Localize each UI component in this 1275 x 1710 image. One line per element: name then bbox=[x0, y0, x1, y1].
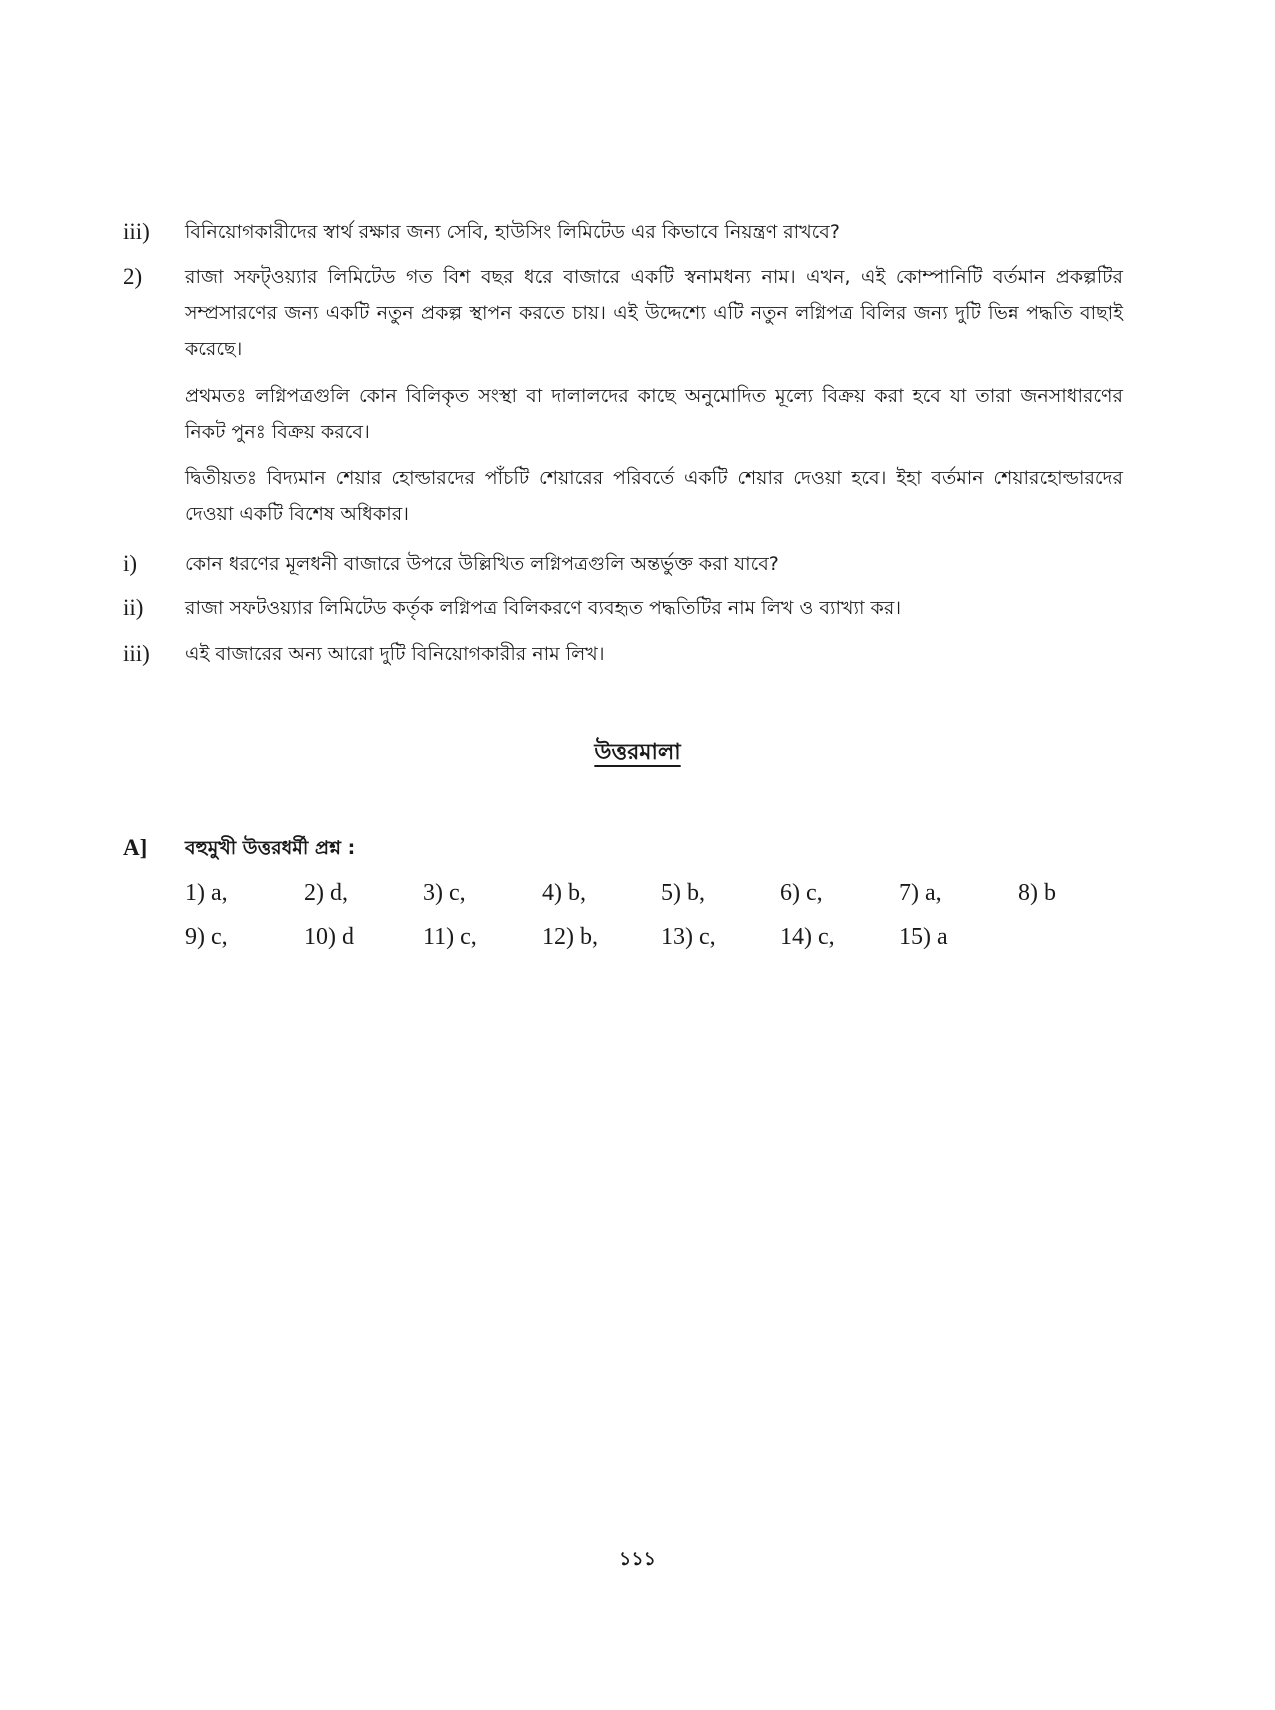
answer-item: 3) c, bbox=[423, 880, 466, 906]
section-label: A] bbox=[123, 835, 148, 860]
answer-item: 4) b, bbox=[542, 880, 586, 906]
answer-item: 11) c, bbox=[423, 924, 477, 950]
answer-grid bbox=[185, 875, 1137, 955]
question-text: এই বাজারের অন্য আরো দুটি বিনিয়োগকারীর নাম লিখ। bbox=[185, 643, 605, 665]
answer-heading-text: উত্তরমালা bbox=[594, 740, 681, 765]
question-number: i) bbox=[123, 551, 138, 576]
question-text: বিনিয়োগকারীদের স্বার্থ রক্ষার জন্য সেবি, হাউসিং লিমিটেড এর কিভাবে নিয়ন্ত্রণ রাখবে? bbox=[185, 221, 840, 243]
paragraph: দ্বিতীয়তঃ বিদ্যমান শেয়ার হোল্ডারদের পাঁচটি শেয়ারের পরিবর্তে একটি শেয়ার দেওয়া হবে। ইহা বর্তমান শেয়ারহোল্ডারদের দেওয়া একটি বিশেষ অধিকার। bbox=[185, 467, 1123, 525]
answer-item: 2) d, bbox=[304, 880, 348, 906]
answer-item: 12) b, bbox=[542, 924, 598, 950]
question-item bbox=[123, 590, 1123, 626]
question-item bbox=[123, 214, 1123, 250]
answer-item: 1) a, bbox=[185, 880, 228, 906]
answer-item: 7) a, bbox=[899, 880, 942, 906]
section-a-header bbox=[123, 830, 1123, 866]
question-number: 2) bbox=[123, 264, 143, 289]
page-number: ১১১ bbox=[619, 1548, 656, 1570]
question-number: ii) bbox=[123, 595, 144, 620]
answer-item: 5) b, bbox=[661, 880, 705, 906]
answer-item: 8) b bbox=[1018, 880, 1056, 906]
answer-item: 15) a bbox=[899, 924, 948, 950]
question-item bbox=[123, 546, 1123, 582]
question-item bbox=[123, 259, 1123, 367]
answer-item: 14) c, bbox=[780, 924, 835, 950]
question-text: রাজা সফট্ওয়্যার লিমিটেড গত বিশ বছর ধরে বাজারে একটি স্বনামধন্য নাম। এখন, এই কোম্পানিটি বর্তমান প্রকল্পটির সম্প্রসারণের জন্য একটি নতুন প্রকল্প স্থাপন করতে চায়। এই উদ্দেশ্যে এটি নতুন লগ্নিপত্র বিলির জন্য দুটি ভিন্ন পদ্ধতি বাছাই করেছে। bbox=[185, 266, 1123, 360]
answer-item: 10) d bbox=[304, 924, 354, 950]
section-title: বহুমুখী উত্তরধর্মী প্রশ্ন : bbox=[185, 837, 356, 859]
answer-item: 9) c, bbox=[185, 924, 228, 950]
question-text: কোন ধরণের মূলধনী বাজারে উপরে উল্লিখিত লগ্নিপত্রগুলি অন্তর্ভুক্ত করা যাবে? bbox=[185, 553, 779, 575]
question-text: রাজা সফটওয়্যার লিমিটেড কর্তৃক লগ্নিপত্র বিলিকরণে ব্যবহৃত পদ্ধতিটির নাম লিখ ও ব্যাখ্যা কর। bbox=[185, 597, 902, 619]
answer-heading bbox=[0, 735, 1275, 771]
paragraph: প্রথমতঃ লগ্নিপত্রগুলি কোন বিলিকৃত সংস্থা বা দালালদের কাছে অনুমোদিত মূল্যে বিক্রয় করা হবে যা তারা জনসাধারণের নিকট পুনঃ বিক্রয় করবে। bbox=[185, 385, 1123, 443]
answer-item: 13) c, bbox=[661, 924, 716, 950]
answer-item: 6) c, bbox=[780, 880, 823, 906]
question-item bbox=[123, 636, 1123, 672]
question-number: iii) bbox=[123, 219, 150, 244]
question-number: iii) bbox=[123, 641, 150, 666]
